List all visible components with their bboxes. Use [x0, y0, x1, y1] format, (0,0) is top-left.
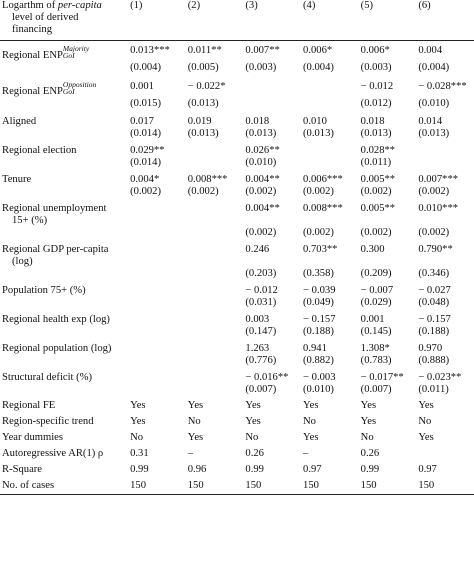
stat-cell: No	[130, 432, 144, 443]
coef-cell: − 0.023**	[418, 372, 462, 383]
coef-cell: 0.008***	[187, 174, 228, 185]
row-r-square	[0, 462, 474, 478]
coef-cell	[186, 241, 244, 268]
coef-cell: 0.005**	[360, 203, 396, 214]
se-cell: (0.003)	[360, 62, 392, 73]
header-row	[0, 0, 474, 41]
row-population75	[0, 282, 474, 297]
column-header-5: (5)	[359, 0, 417, 41]
row-gdp	[0, 241, 474, 268]
coef-cell: 0.017	[130, 116, 154, 127]
row-label-population75: Population 75+ (%)	[2, 285, 86, 296]
row-label-enp-majority	[0, 41, 128, 63]
se-cell	[186, 227, 244, 241]
row-label-aligned: Aligned	[2, 116, 37, 127]
coef-cell: 0.029**	[130, 145, 165, 156]
stat-cell: Yes	[187, 432, 204, 443]
stat-cell: 0.31	[130, 448, 149, 459]
se-cell: (0.002)	[303, 227, 334, 238]
row-regional-election	[0, 142, 474, 157]
coef-cell: 0.300	[360, 244, 385, 255]
se-cell: (0.145)	[360, 326, 392, 337]
se-cell: (0.002)	[187, 186, 219, 197]
se-cell: (0.007)	[360, 384, 392, 395]
coef-cell	[186, 311, 244, 326]
coef-cell: 0.004*	[130, 174, 160, 185]
coef-cell: − 0.028***	[418, 81, 467, 92]
row-structural-deficit-se	[0, 384, 474, 398]
stat-cell: 0.99	[360, 464, 380, 475]
row-structural-deficit	[0, 369, 474, 384]
row-label-structural-deficit: Structural deficit (%)	[2, 372, 93, 383]
row-label-unemployment	[0, 200, 128, 227]
coef-cell: 0.001	[360, 314, 385, 325]
coef-cell: 0.011**	[187, 45, 222, 56]
stat-cell: 150	[416, 478, 474, 495]
stat-cell: Yes	[187, 400, 204, 411]
se-cell: (0.004)	[303, 62, 334, 73]
row-population	[0, 340, 474, 355]
stat-cell: Yes	[245, 416, 261, 427]
row-label-enp-opposition	[0, 77, 128, 98]
stat-cell: 150	[301, 478, 359, 495]
coef-cell	[301, 77, 359, 98]
header-label-part-a: Logarthm of	[2, 0, 58, 11]
stat-cell: Yes	[130, 416, 146, 427]
stat-cell: 0.97	[303, 464, 322, 475]
se-cell	[128, 355, 186, 369]
se-cell: (0.015)	[130, 98, 162, 109]
se-cell: (0.004)	[418, 62, 450, 73]
stat-cell: Yes	[303, 400, 319, 411]
se-cell: (0.010)	[418, 98, 450, 109]
coef-cell: − 0.016**	[245, 372, 289, 383]
stat-cell: 150	[186, 478, 244, 495]
stat-cell: No	[418, 416, 432, 427]
coef-cell: 0.026**	[245, 145, 280, 156]
coef-cell: 0.018	[245, 116, 270, 127]
row-label-line1: Regional GDP per-capita	[2, 244, 109, 255]
se-cell	[186, 297, 244, 311]
se-cell: (0.003)	[245, 62, 277, 73]
se-cell: (0.010)	[303, 384, 334, 395]
stat-cell: No	[303, 416, 316, 427]
row-label-ar1: Autoregressive AR(1) ρ	[2, 448, 104, 459]
se-cell: (0.048)	[418, 297, 450, 308]
se-cell	[186, 326, 244, 340]
row-tenure	[0, 171, 474, 186]
stat-cell: 0.26	[360, 448, 380, 459]
coef-cell: − 0.022*	[187, 81, 226, 92]
row-enp-opposition	[0, 77, 474, 98]
row-label-n-cases: No. of cases	[0, 478, 128, 495]
subscript: GoI	[62, 51, 75, 60]
enp-super-sub	[63, 81, 96, 95]
se-cell: (0.002)	[245, 186, 277, 197]
se-cell	[128, 384, 186, 398]
row-label-line2: (log)	[12, 256, 33, 267]
row-regional-fe	[0, 398, 474, 414]
coef-cell	[128, 200, 186, 227]
se-cell: (0.049)	[303, 297, 334, 308]
se-cell: (0.783)	[360, 355, 392, 366]
se-cell: (0.346)	[418, 268, 450, 279]
coef-cell: − 0.157	[418, 314, 451, 325]
se-cell	[186, 355, 244, 369]
stat-cell: Yes	[360, 416, 377, 427]
coef-cell: 0.014	[418, 116, 443, 127]
se-cell	[243, 98, 301, 113]
se-cell: (0.002)	[418, 227, 450, 238]
row-label-region-trend: Region-specific trend	[2, 416, 94, 427]
se-cell: (0.888)	[418, 355, 450, 366]
se-cell: (0.147)	[245, 326, 277, 337]
coef-cell	[186, 282, 244, 297]
se-cell	[186, 268, 244, 282]
row-label-gdp	[0, 241, 128, 268]
se-cell	[128, 227, 186, 241]
row-label-text: Regional ENP	[2, 86, 63, 97]
se-cell	[128, 326, 186, 340]
se-cell: (0.002)	[130, 186, 162, 197]
coef-cell: 0.941	[303, 343, 327, 354]
row-enp-opposition-se	[0, 98, 474, 113]
coef-cell	[186, 142, 244, 157]
se-cell: (0.188)	[418, 326, 450, 337]
stat-cell	[416, 446, 474, 462]
se-cell: (0.013)	[245, 128, 277, 139]
stat-cell: Yes	[418, 432, 434, 443]
coef-cell: − 0.012	[245, 285, 278, 296]
coef-cell: − 0.003	[303, 372, 336, 383]
coef-cell: 0.006*	[360, 45, 390, 56]
se-cell	[128, 268, 186, 282]
stat-cell: Yes	[245, 400, 261, 411]
coef-cell: 0.246	[245, 244, 270, 255]
stat-cell: –	[303, 448, 309, 459]
coef-cell	[128, 340, 186, 355]
coef-cell: 0.019	[187, 116, 212, 127]
coef-cell: − 0.007	[360, 285, 394, 296]
stat-cell: Yes	[360, 400, 377, 411]
stat-cell: No	[245, 432, 259, 443]
row-label-tenure: Tenure	[2, 174, 32, 185]
row-ar1	[0, 446, 474, 462]
se-cell: (0.882)	[303, 355, 334, 366]
coef-cell: 0.007**	[245, 45, 280, 56]
coef-cell: 0.006*	[303, 45, 333, 56]
se-cell: (0.209)	[360, 268, 392, 279]
se-cell: (0.005)	[187, 62, 219, 73]
row-label-r-square: R-Square	[2, 464, 43, 475]
se-cell: (0.012)	[360, 98, 392, 109]
row-gdp-se	[0, 268, 474, 282]
coef-cell	[128, 241, 186, 268]
se-cell: (0.007)	[245, 384, 277, 395]
se-cell: (0.031)	[245, 297, 277, 308]
coef-cell: − 0.039	[303, 285, 336, 296]
stat-cell: No	[360, 432, 374, 443]
se-cell	[301, 98, 359, 113]
row-label-line2: 15+ (%)	[12, 215, 48, 226]
se-cell: (0.011)	[418, 384, 449, 395]
coef-cell	[128, 282, 186, 297]
coef-cell: − 0.012	[360, 81, 394, 92]
row-label-regional-election: Regional election	[2, 145, 77, 156]
coef-cell	[243, 77, 301, 98]
stat-cell: No	[187, 416, 201, 427]
coef-cell: 0.001	[130, 81, 154, 92]
se-cell: (0.358)	[303, 268, 334, 279]
row-label-regional-fe: Regional FE	[2, 400, 56, 411]
row-unemployment	[0, 200, 474, 227]
se-cell: (0.014)	[130, 157, 162, 168]
se-cell: (0.011)	[360, 157, 392, 168]
row-aligned	[0, 113, 474, 128]
coef-cell: 1.263	[245, 343, 270, 354]
header-label-italic: per-capita	[57, 0, 102, 11]
row-health-exp	[0, 311, 474, 326]
column-header-6: (6)	[416, 0, 474, 41]
column-header-3: (3)	[243, 0, 301, 41]
row-label-line1: Regional unemployment	[2, 203, 107, 214]
coef-cell: 0.013***	[130, 45, 170, 56]
se-cell: (0.010)	[245, 157, 277, 168]
coef-cell: 0.004**	[245, 174, 280, 185]
stat-cell: 0.96	[187, 464, 207, 475]
row-unemployment-se	[0, 227, 474, 241]
row-tenure-se	[0, 186, 474, 200]
stat-cell: 0.99	[245, 464, 264, 475]
column-header-2: (2)	[186, 0, 244, 41]
row-population75-se	[0, 297, 474, 311]
coef-cell: − 0.027	[418, 285, 451, 296]
header-label-line3: financing	[12, 24, 53, 35]
se-cell: (0.013)	[187, 98, 219, 109]
stat-cell: Yes	[130, 400, 146, 411]
coef-cell: 0.790**	[418, 244, 453, 255]
se-cell: (0.013)	[418, 128, 450, 139]
se-cell: (0.776)	[245, 355, 277, 366]
row-year-dummies	[0, 430, 474, 446]
se-cell: (0.002)	[360, 186, 392, 197]
se-cell	[416, 157, 474, 171]
row-health-exp-se	[0, 326, 474, 340]
dependent-variable-label	[0, 0, 128, 41]
row-label-text: Regional ENP	[2, 50, 63, 61]
coef-cell	[186, 369, 244, 384]
header-label-line2: level of derived	[12, 12, 79, 23]
stat-cell: 150	[243, 478, 301, 495]
coef-cell: 0.008***	[303, 203, 343, 214]
se-cell: (0.004)	[130, 62, 162, 73]
stat-cell: Yes	[418, 400, 434, 411]
coef-cell: 0.005**	[360, 174, 396, 185]
superscript: Majority	[62, 44, 90, 53]
stat-cell: Yes	[303, 432, 319, 443]
se-cell: (0.013)	[360, 128, 392, 139]
coef-cell: − 0.157	[303, 314, 336, 325]
se-cell: (0.029)	[360, 297, 392, 308]
row-enp-majority-se	[0, 62, 474, 77]
coef-cell: 0.004**	[245, 203, 280, 214]
row-enp-majority	[0, 41, 474, 63]
stat-cell: –	[187, 448, 194, 459]
coef-cell: 0.028**	[360, 145, 396, 156]
stat-cell: 150	[359, 478, 417, 495]
se-cell: (0.013)	[187, 128, 219, 139]
se-cell	[186, 384, 244, 398]
stat-cell: 150	[128, 478, 186, 495]
se-cell: (0.002)	[245, 227, 277, 238]
coef-cell: 0.018	[360, 116, 385, 127]
coef-cell: 0.703**	[303, 244, 338, 255]
row-population-se	[0, 355, 474, 369]
stat-cell: 0.99	[130, 464, 149, 475]
coef-cell: 0.970	[418, 343, 443, 354]
coef-cell: 0.007***	[418, 174, 459, 185]
coef-cell: 1.308*	[360, 343, 390, 354]
row-n-cases	[0, 478, 474, 495]
se-cell: (0.002)	[303, 186, 334, 197]
se-cell: (0.002)	[418, 186, 450, 197]
se-cell: (0.013)	[303, 128, 334, 139]
row-label-year-dummies: Year dummies	[2, 432, 64, 443]
subscript: GoI	[62, 87, 75, 96]
row-regional-election-se	[0, 157, 474, 171]
row-aligned-se	[0, 128, 474, 142]
se-cell: (0.188)	[303, 326, 334, 337]
coef-cell: − 0.017**	[360, 372, 404, 383]
coef-cell: 0.010***	[418, 203, 459, 214]
se-cell	[128, 297, 186, 311]
enp-super-sub	[63, 45, 89, 59]
coef-cell	[128, 369, 186, 384]
stat-cell: 0.26	[245, 448, 264, 459]
se-cell	[186, 157, 244, 171]
row-label-health-exp: Regional health exp (log)	[2, 314, 110, 325]
coef-cell: 0.006***	[303, 174, 343, 185]
column-header-1: (1)	[128, 0, 186, 41]
coef-cell: 0.003	[245, 314, 270, 325]
coef-cell	[186, 340, 244, 355]
row-region-trend	[0, 414, 474, 430]
stat-cell: 0.97	[418, 464, 437, 475]
se-cell: (0.014)	[130, 128, 162, 139]
se-cell	[301, 157, 359, 171]
coef-cell	[128, 311, 186, 326]
coef-cell	[186, 200, 244, 227]
coef-cell	[416, 142, 474, 157]
column-header-4: (4)	[301, 0, 359, 41]
coef-cell: 0.010	[303, 116, 327, 127]
se-cell: (0.002)	[360, 227, 392, 238]
row-label-population: Regional population (log)	[2, 343, 112, 354]
coef-cell	[301, 142, 359, 157]
superscript: Opposition	[62, 80, 97, 89]
coef-cell: 0.004	[418, 45, 443, 56]
se-cell: (0.203)	[245, 268, 277, 279]
